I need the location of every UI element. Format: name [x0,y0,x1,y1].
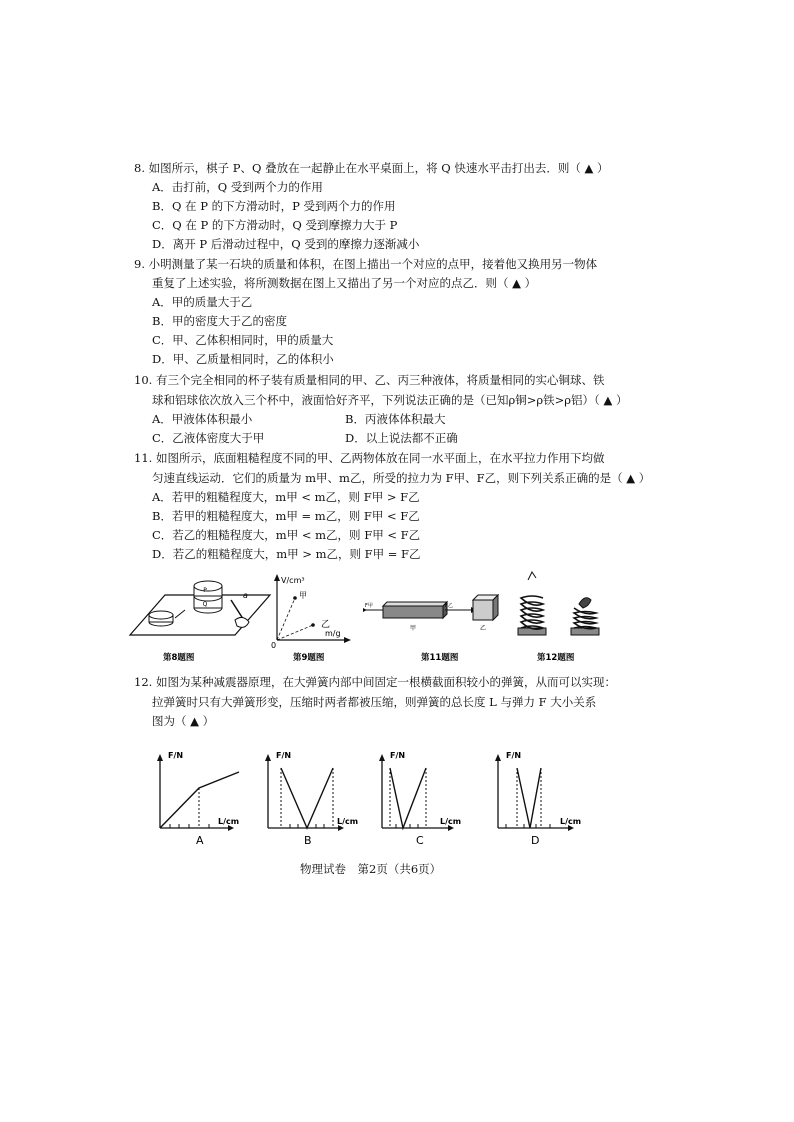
graph-a-x-label: L/cm [218,817,240,826]
graph-c-x-label: L/cm [440,817,462,826]
question-11-option-b: B．若甲的粗糙程度大，m甲 = m乙，则 F甲 < F乙 [152,509,420,523]
question-9-stem-line-1: 9. 小明测量了某一石块的质量和体积，在图上描出一个对应的点甲，接着他又换用另一物体 [134,257,598,271]
figure-8-label-p: P [203,587,207,594]
question-10-option-d: D．以上说法都不正确 [345,431,458,445]
figure-11-label-jia: 甲 [409,625,417,632]
graph-d-label: D [531,834,540,847]
figure-11-drawing [363,595,498,620]
figure-8-drawing [130,581,270,635]
figure-9-x-label: m/g [325,629,341,638]
figure-9-y-label: V/cm³ [281,576,305,585]
question-11-option-a: A．若甲的粗糙程度大，m甲 < m乙，则 F甲 > F乙 [152,490,420,504]
figure-9-point-yi: 乙 [321,620,331,630]
graph-b-label: B [304,834,312,847]
question-11-stem-line-1: 11. 如图所示，底面粗糙程度不同的甲、乙两物体放在同一水平面上，在水平拉力作用下均做 [134,451,605,465]
figure-9-caption: 第9题图 [293,653,325,663]
question-8-option-d: D．离开 P 后滑动过程中，Q 受到的摩擦力逐渐减小 [152,237,420,251]
figure-8-caption: 第8题图 [163,653,195,663]
figure-11-label-yi: 乙 [479,625,487,632]
question-8-stem: 8. 如图所示，棋子 P、Q 叠放在一起静止在水平桌面上，将 Q 快速水平击打出去．则（ ▲ ） [134,161,609,175]
page-footer: 物理试卷 第2页（共6页） [300,862,442,876]
graph-d-x-label: L/cm [560,817,582,826]
graph-c-y-label: F/N [390,751,406,760]
question-11-option-c: C．若乙的粗糙程度大，m甲 < m乙，则 F甲 < F乙 [152,528,421,542]
question-12-stem-line-2: 拉弹簧时只有大弹簧形变，压缩时两者都被压缩，则弹簧的总长度 L 与弹力 F 大小关系 [152,695,597,709]
figure-9-point-jia: 甲 [299,591,307,600]
question-12-stem-line-1: 12. 如图为某种减震器原理，在大弹簧内部中间固定一根横截面积较小的弹簧，从而可以实现： [134,675,616,689]
figure-11-label-fyi: F乙 [445,603,453,609]
question-11-stem-line-2: 匀速直线运动．它们的质量为 m甲、m乙，所受的拉力为 F甲、F乙，则下列关系正确的是（ ▲ ） [152,471,651,485]
question-9-option-a: A．甲的质量大于乙 [152,295,253,309]
graph-a-label: A [196,834,204,847]
question-10-stem-line-1: 10. 有三个完全相同的杯子装有质量相同的甲、乙、丙三种液体，将质量相同的实心铜球、铁 [134,373,605,387]
graph-b [265,754,344,831]
question-9-option-c: C．甲、乙体积相同时，甲的质量大 [152,333,334,347]
question-10-stem-line-2: 球和铝球依次放入三个杯中，液面恰好齐平，下列说法正确的是（已知ρ铜>ρ铁>ρ铝）（ ▲ ） [152,393,628,407]
figure-row [125,570,685,665]
graph-b-x-label: L/cm [337,817,359,826]
figure-12-caption: 第12题图 [537,653,575,663]
question-8-option-a: A．击打前，Q 受到两个力的作用 [152,180,323,194]
figure-11-label-fjia: F甲 [365,603,373,609]
question-9-option-d: D．甲、乙质量相同时，乙的体积小 [152,352,334,366]
graph-b-y-label: F/N [276,751,292,760]
svg-text:a: a [243,591,248,600]
question-12-graphs [150,744,610,848]
figure-8-label-q: Q [202,601,208,608]
figure-12-drawing [518,572,599,635]
question-8-option-c: C．Q 在 P 的下方滑动时，Q 受到摩擦力大于 P [152,218,398,232]
figure-11-caption: 第11题图 [421,653,459,663]
question-9-option-b: B．甲的密度大于乙的密度 [152,314,287,328]
graph-a-y-label: F/N [168,751,184,760]
graph-c-label: C [416,834,424,847]
question-9-stem-line-2: 重复了上述实验，将所测数据在图上又描出了另一个对应的点乙．则（ ▲ ） [152,276,537,290]
graph-d-y-label: F/N [506,751,522,760]
question-10-option-b: B．丙液体体积最大 [345,412,446,426]
figure-9-origin: 0 [271,641,277,650]
question-11-option-d: D．若乙的粗糙程度大，m甲 > m乙，则 F甲 = F乙 [152,547,421,561]
question-12-stem-line-3: 图为（ ▲ ） [152,714,215,728]
question-10-option-c: C．乙液体密度大于甲 [152,431,265,445]
question-10-option-a: A．甲液体体积最小 [152,412,253,426]
question-8-option-b: B．Q 在 P 的下方滑动时，P 受到两个力的作用 [152,199,396,213]
